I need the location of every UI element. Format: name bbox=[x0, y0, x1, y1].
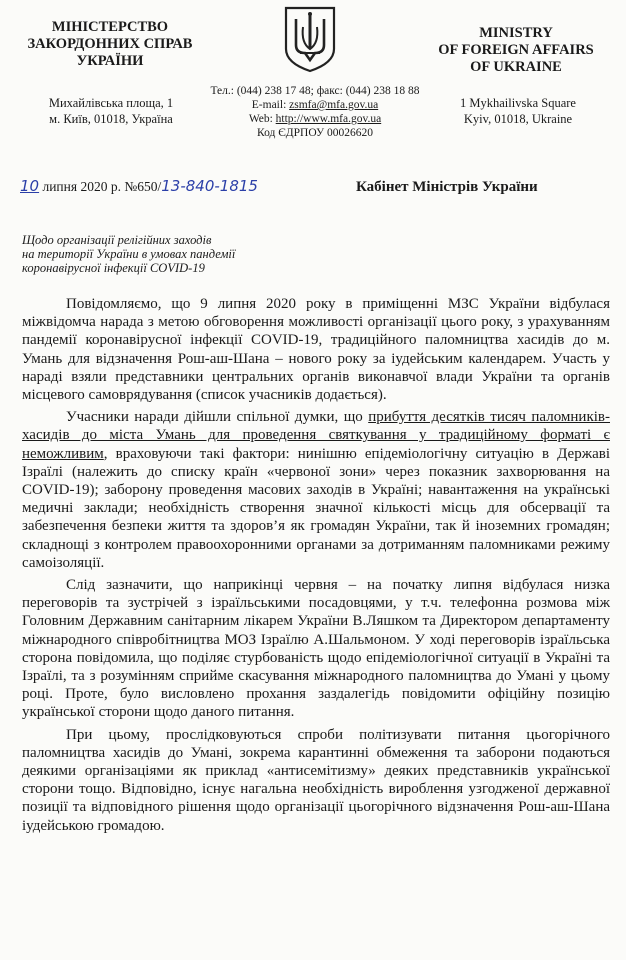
subject bbox=[22, 233, 322, 275]
paragraph-4: При цьому, прослідковуються спроби політизувати питання цьогорічного паломництва хасидів до Умані, зокрема карантинні обмеження та заборони подаються деякими організаціями як приклад «антисемітизму» деяких представників української сторони тощо. Відповідно, існує нагальна необхідність вироблення узгодженої державної позиції та відповідного рішення щодо організації цьогорічного відзначення Рош-аш-Шана іудейською громадою. bbox=[22, 726, 610, 834]
paragraph-1: Повідомляємо, що 9 липня 2020 року в приміщенні МЗС України відбулася міжвідомча нарада з метою обговорення можливості організації цього року, з урахуванням пандемії коронавірусної інфекції COVID-19, традиційного паломництва хасидів до м. Умань для відзначення Рош-аш-Шана – нового року за іудейським календарем. Участь у нараді взяли представники центральних органів виконавчої влади України та органів місцевого самоврядування (список учасників додається). bbox=[22, 296, 610, 404]
address-line: Михайлівська площа, 1 bbox=[48, 96, 174, 110]
email-line bbox=[196, 98, 434, 112]
web-link[interactable]: http://www.mfa.gov.ua bbox=[275, 113, 382, 125]
paragraph-2-end: , враховуючи такі фактори: нинішню епідеміологічну ситуацію в Державі Ізраїлі (належить до списку країн «червоної зони» через показник захворювання на COVID-19); заборону проведення масових заходів в Україні; навантаження на українські медичні заклади; необхідність створення значної кількості місць для обсервації та забезпечення безпеки життя та здоров’я як громадян України, так й іноземних громадян; складнощі з контролем правоохоронними органами за дотриманням паломниками режиму самоізоляції. bbox=[22, 445, 610, 571]
email-label: E-mail: bbox=[251, 99, 290, 111]
paragraph-2-underlined: прибуття десятків тисяч паломників-хасидів до міста Умань для проведення святкування у традиційному форматі є неможливим bbox=[22, 409, 610, 462]
email-link[interactable]: zsmfa@mfa.gov.ua bbox=[289, 99, 379, 111]
ministry-line: МІНІСТЕРСТВО bbox=[51, 19, 169, 35]
phone-fax: Тел.: (044) 238 17 48; факс: (044) 238 18 88 bbox=[210, 85, 420, 97]
ministry-line: OF FOREIGN AFFAIRS bbox=[438, 42, 594, 58]
subject-line: коронавірусної інфекції COVID-19 bbox=[22, 261, 205, 275]
contact-block bbox=[196, 84, 434, 140]
trident-coat-of-arms-icon bbox=[283, 5, 337, 73]
ministry-name-english bbox=[410, 25, 622, 76]
address-line: Kyiv, 01018, Ukraine bbox=[463, 112, 573, 126]
ministry-name-ukrainian bbox=[10, 19, 210, 70]
letter-body bbox=[22, 295, 610, 839]
date-and-number bbox=[20, 177, 258, 195]
address-english bbox=[433, 95, 603, 127]
paragraph-2 bbox=[22, 408, 610, 572]
printed-date-number: липня 2020 р. №650/ bbox=[39, 179, 162, 194]
edrpou-code: Код ЄДРПОУ 00026620 bbox=[256, 127, 374, 139]
address-line: 1 Mykhailivska Square bbox=[460, 96, 576, 110]
recipient: Кабінет Міністрів України bbox=[356, 179, 538, 195]
web-label: Web: bbox=[248, 113, 276, 125]
web-line bbox=[196, 112, 434, 126]
address-ukrainian bbox=[26, 95, 196, 127]
ministry-line: ЗАКОРДОННИХ СПРАВ bbox=[27, 36, 193, 52]
ministry-line: УКРАЇНИ bbox=[76, 53, 144, 69]
subject-line: на території України в умовах пандемії bbox=[22, 247, 236, 261]
paragraph-3: Слід зазначити, що наприкінці червня – на початку липня відбулася низка переговорів та зустрічей з ізраїльськими посадовцями, у т.ч. телефонна розмова між Головним Державним санітарним лікарем України В.Ляшком та Директором департаменту міжнародного співробітництва МОЗ Ізраїлю А.Шальмоном. У ході переговорів ізраїльська сторона повідомила, що поділяє стурбованість щодо епідеміологічної ситуації в Україні та Ізраїлі, та з розумінням сприйме скасування міжнародного паломництва до Умані у цьому році. Проте, було висловлено прохання заздалегідь повідомити офіційну позицію української сторони щодо даного питання. bbox=[22, 577, 610, 721]
subject-line: Щодо організації релігійних заходів bbox=[22, 233, 212, 247]
handwritten-day: 10 bbox=[20, 177, 40, 195]
ministry-line: MINISTRY bbox=[479, 25, 553, 41]
address-line: м. Київ, 01018, Україна bbox=[49, 112, 173, 126]
handwritten-number: 13-840-1815 bbox=[161, 177, 258, 195]
paragraph-2-start: Учасники наради дійшли спільної думки, що bbox=[66, 409, 369, 426]
ministry-line: OF UKRAINE bbox=[470, 59, 562, 75]
